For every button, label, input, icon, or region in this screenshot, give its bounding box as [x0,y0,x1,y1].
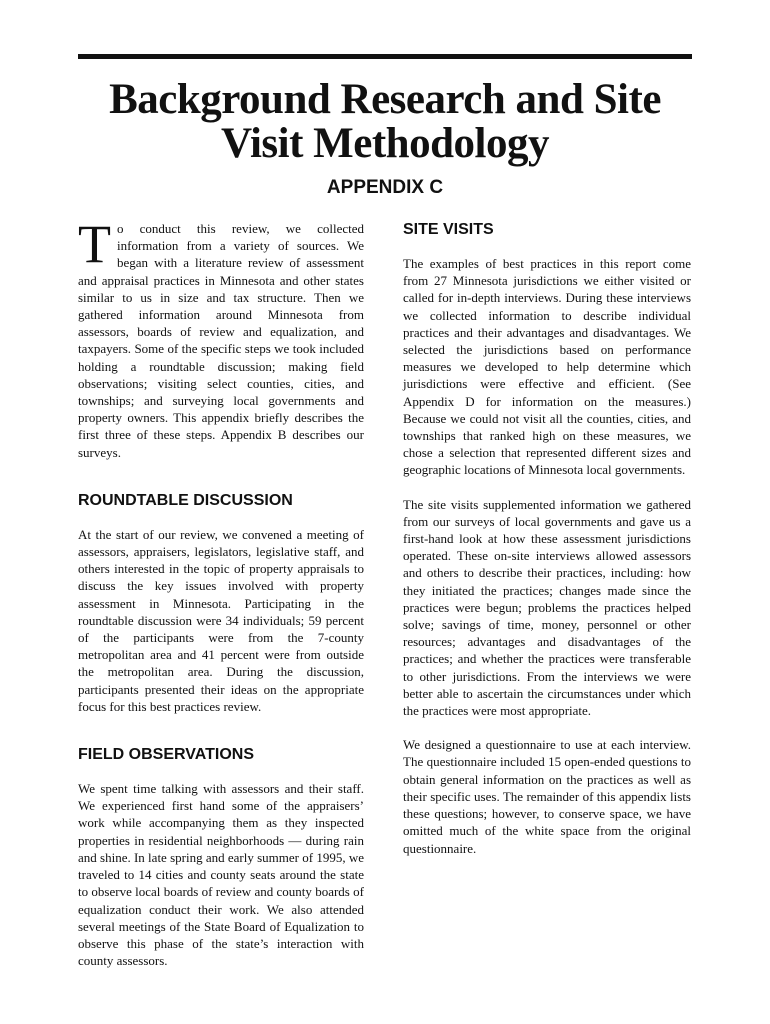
page-title [78,78,692,166]
site-visits-paragraph-3: We designed a questionnaire to use at each interview. The questionnaire included 15 open-ended questions to obtain general information on the practices as well as their specific uses. The remainder of this appendix lists these questions; however, to conserve space, we have omitted much of the white space from the original questionnaire. [403,737,691,856]
site-visits-paragraph-2: The site visits supplemented information we gathered from our surveys of local governments and gave us a first-hand look at how these assessment jurisdictions operated. These on-site interviews allowed assessors and others to describe their practices, including: how they initiated the practices; changes made since the practices were begun; problems the practices helped solve; savings of time, money, personnel or other resources; advantages and disadvantages of the practices; and whether the practices were transferable to other jurisdictions. From the interviews we were better able to ascertain the circumstances under which the practices were most appropriate. [403,496,691,719]
field-observations-paragraph: We spent time talking with assessors and their staff. We experienced first hand some of the appraisers’ work while accompanying them as they inspected properties in residential neighborhoods — during rain and shine. In late spring and early summer of 1995, we traveled to 14 cities and county seats around the state to observe local boards of review and county boards of equalization conduct their work. We also attended several meetings of the State Board of Equalization to observe this phase of the state’s interaction with county assessors. [78,781,364,969]
appendix-label: APPENDIX C [326,177,444,198]
right-column [403,220,691,857]
site-visits-paragraph-1: The examples of best practices in this report come from 27 Minnesota jurisdictions we either visited or called for in-depth interviews. During these interviews we collected information to describe individual practices and their advantages and disadvantages. We selected the jurisdictions based on performance measures we developed to help determine which jurisdictions were effective and efficient. (See Appendix D for information on the measures.) Because we could not visit all the counties, cities, and townships that ranked high on these measures, we chose a selection that represented different sizes and geographic locations of Minnesota local governments. [403,256,691,478]
intro-text: o conduct this review, we collected information from a variety of sources. We began with a literature review of assessment and appraisal practices in Minnesota and other states similar to us in size and tax structure. Then we gathered information around Minnesota from assessors, boards of review and equalization, and taxpayers. Some of the specific steps we took included holding a roundtable discussion; making field observations; visiting select counties, cities, and townships; and surveying local governments and property owners. This appendix briefly describes the first three of these steps. Appendix B describes our surveys. [78,221,364,460]
left-column [78,214,364,969]
intro-paragraph [78,214,364,461]
drop-cap: T [78,214,111,274]
top-rule [78,54,692,59]
page-title-line-2: Visit Methodology [221,120,549,167]
field-observations-heading: FIELD OBSERVATIONS [78,746,255,764]
site-visits-heading: SITE VISITS [403,221,494,238]
roundtable-heading: ROUNDTABLE DISCUSSION [78,491,293,509]
roundtable-paragraph: At the start of our review, we convened a meeting of assessors, appraisers, legislators, legislative staff, and others interested in the topic of property appraisals to discuss the key issues involved with property assessment in Minnesota. Participating in the roundtable discussion were 34 individuals; 59 percent of the participants were from the 7-county metropolitan area and 41 percent were from outside the metropolitan area. During the discussion, participants presented their ideas on the appropriate focus for this best practices review. [78,526,364,714]
page-title-line-1: Background Research and Site [109,76,661,123]
